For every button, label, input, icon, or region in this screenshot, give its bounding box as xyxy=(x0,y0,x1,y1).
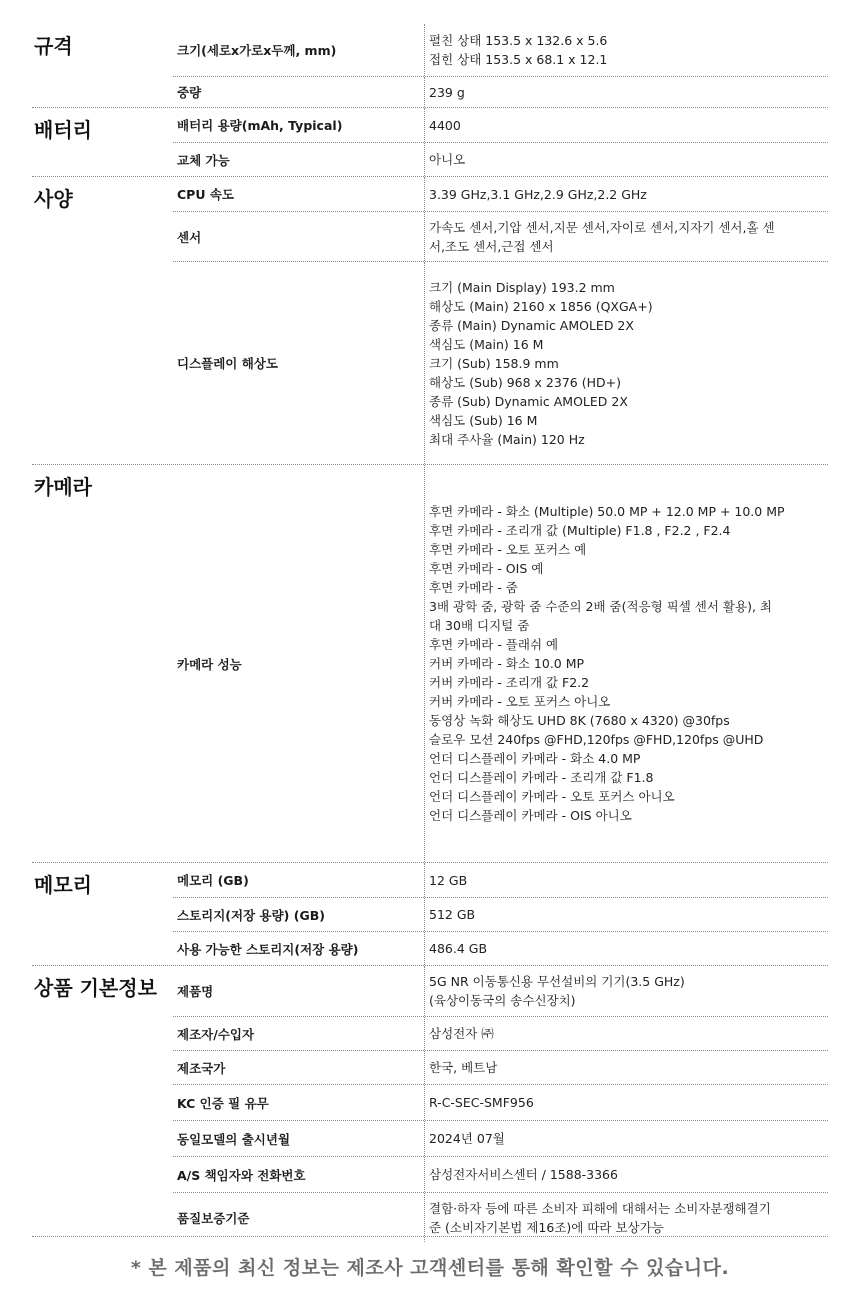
value-line: 준 (소비자기본법 제16조)에 따라 보상가능 xyxy=(429,1219,664,1235)
value-line: 접힌 상태 153.5 x 68.1 x 12.1 xyxy=(429,52,608,67)
section-specs xyxy=(32,24,828,107)
value-line: 3.39 GHz,3.1 GHz,2.9 GHz,2.2 GHz xyxy=(429,186,647,202)
value-line: 크기 (Main Display) 193.2 mm xyxy=(429,279,615,295)
value-line: 5G NR 이동통신용 무선설비의 기기(3.5 GHz) xyxy=(429,974,685,989)
table-row xyxy=(173,863,828,897)
value-line: 커버 카메라 - 조리개 값 F2.2 xyxy=(429,675,590,690)
table-row xyxy=(173,931,828,965)
row-value xyxy=(425,147,828,172)
value-line: 486.4 GB xyxy=(429,941,488,956)
table-bottom-divider xyxy=(32,1236,828,1237)
table-row xyxy=(173,108,828,142)
row-value xyxy=(425,1196,828,1240)
table-row xyxy=(173,211,828,261)
value-line: 언더 디스플레이 카메라 - 화소 4.0 MP xyxy=(429,751,641,766)
value-line: 펼친 상태 153.5 x 132.6 x 5.6 xyxy=(429,33,608,48)
value-line: 커버 카메라 - 화소 10.0 MP xyxy=(429,656,585,671)
value-line: 후면 카메라 - 조리개 값 (Multiple) F1.8 , F2.2 , F2.4 xyxy=(429,523,731,538)
row-label: 크기(세로x가로x두께, mm) xyxy=(173,24,425,76)
section-product-info xyxy=(32,965,828,1242)
row-value xyxy=(425,1162,828,1187)
row-value xyxy=(425,275,828,452)
value-line: (육상이동국의 송수신장치) xyxy=(429,993,576,1008)
row-label: 동일모델의 출시년월 xyxy=(173,1121,425,1156)
value-line: 크기 (Sub) 158.9 mm xyxy=(429,355,559,371)
section-title: 카메라 xyxy=(34,475,92,499)
table-row xyxy=(173,142,828,176)
row-value xyxy=(425,1090,828,1115)
value-line: 239 g xyxy=(429,84,465,100)
row-value xyxy=(425,113,828,138)
value-line: 삼성전자서비스센터 / 1588-3366 xyxy=(429,1167,618,1182)
value-line: 색심도 (Sub) 16 M xyxy=(429,412,538,428)
table-row xyxy=(173,1050,828,1084)
value-line: 동영상 녹화 해상도 UHD 8K (7680 x 4320) @30fps xyxy=(429,713,730,728)
row-value xyxy=(425,215,828,259)
value-line: 2024년 07월 xyxy=(429,1131,505,1146)
row-label: 제조자/수입자 xyxy=(173,1017,425,1050)
value-line: 12 GB xyxy=(429,872,468,888)
section-hardware xyxy=(32,176,828,464)
value-line: 후면 카메라 - OIS 예 xyxy=(429,561,544,576)
table-row xyxy=(173,1120,828,1156)
value-line: 종류 (Main) Dynamic AMOLED 2X xyxy=(429,317,634,333)
row-label: 센서 xyxy=(173,212,425,261)
table-row xyxy=(173,897,828,931)
row-value xyxy=(425,936,828,961)
row-value xyxy=(425,499,828,828)
row-label: 교체 가능 xyxy=(173,143,425,176)
footer-note: * 본 제품의 최신 정보는 제조사 고객센터를 통해 확인할 수 있습니다. xyxy=(130,1257,730,1279)
section-title: 메모리 xyxy=(34,873,92,897)
table-row xyxy=(173,1156,828,1192)
section-camera xyxy=(32,464,828,862)
table-row xyxy=(173,177,828,211)
row-label: 사용 가능한 스토리지(저장 용량) xyxy=(173,932,425,965)
value-line: 후면 카메라 - 화소 (Multiple) 50.0 MP + 12.0 MP + 10.0 MP xyxy=(429,504,785,519)
value-line: 해상도 (Main) 2160 x 1856 (QXGA+) xyxy=(429,298,653,314)
row-value xyxy=(425,28,828,72)
value-line: 후면 카메라 - 줌 xyxy=(429,580,518,595)
section-title: 규격 xyxy=(34,34,73,58)
row-label: 품질보증기준 xyxy=(173,1193,425,1242)
value-line: 가속도 센서,기압 센서,지문 센서,자이로 센서,지자기 센서,홀 센 xyxy=(429,219,775,235)
row-value xyxy=(425,1126,828,1151)
row-value xyxy=(425,80,828,105)
value-line: 서,조도 센서,근접 센서 xyxy=(429,238,554,254)
value-line: 한국, 베트남 xyxy=(429,1060,498,1075)
row-label: 카메라 성능 xyxy=(173,465,425,862)
value-line: 종류 (Sub) Dynamic AMOLED 2X xyxy=(429,393,628,409)
row-label: 메모리 (GB) xyxy=(173,863,425,897)
row-value xyxy=(425,1021,828,1046)
value-line: 아니오 xyxy=(429,152,466,167)
row-value xyxy=(425,969,828,1013)
section-title: 상품 기본정보 xyxy=(34,976,157,1000)
table-row xyxy=(173,24,828,76)
row-label: CPU 속도 xyxy=(173,177,425,211)
table-row xyxy=(173,1192,828,1242)
value-line: 해상도 (Sub) 968 x 2376 (HD+) xyxy=(429,374,621,390)
table-row xyxy=(173,465,828,862)
row-label: 배터리 용량(mAh, Typical) xyxy=(173,108,425,142)
value-line: 색심도 (Main) 16 M xyxy=(429,336,544,352)
spec-table xyxy=(32,24,828,1242)
value-line: 언더 디스플레이 카메라 - 조리개 값 F1.8 xyxy=(429,770,654,785)
row-value xyxy=(425,182,828,207)
row-label: KC 인증 필 유무 xyxy=(173,1085,425,1120)
row-label: A/S 책임자와 전화번호 xyxy=(173,1157,425,1192)
section-title: 사양 xyxy=(34,187,73,211)
value-line: 언더 디스플레이 카메라 - OIS 아니오 xyxy=(429,808,632,823)
value-line: 3배 광학 줌, 광학 줌 수준의 2배 줌(적응형 픽셀 센서 활용), 최 xyxy=(429,599,772,614)
row-value xyxy=(425,868,828,893)
table-row xyxy=(173,966,828,1016)
table-row xyxy=(173,261,828,464)
row-value xyxy=(425,902,828,927)
value-line: 512 GB xyxy=(429,907,476,922)
section-memory xyxy=(32,862,828,965)
value-line: 결함·하자 등에 따른 소비자 피해에 대해서는 소비자분쟁해결기 xyxy=(429,1200,771,1216)
value-line: 4400 xyxy=(429,117,461,133)
value-line: 커버 카메라 - 오토 포커스 아니오 xyxy=(429,694,611,709)
value-line: R-C-SEC-SMF956 xyxy=(429,1095,534,1110)
value-line: 슬로우 모션 240fps @FHD,120fps @FHD,120fps @UHD xyxy=(429,732,764,747)
row-label: 제조국가 xyxy=(173,1051,425,1084)
row-value xyxy=(425,1055,828,1080)
value-line: 후면 카메라 - 플래쉬 예 xyxy=(429,637,559,652)
value-line: 삼성전자 ㈜ xyxy=(429,1026,494,1041)
section-battery xyxy=(32,107,828,176)
value-line: 후면 카메라 - 오토 포커스 예 xyxy=(429,542,587,557)
row-label: 중량 xyxy=(173,77,425,107)
table-row xyxy=(173,1084,828,1120)
value-line: 최대 주사율 (Main) 120 Hz xyxy=(429,431,585,447)
row-label: 제품명 xyxy=(173,966,425,1016)
value-line: 대 30배 디지털 줌 xyxy=(429,618,530,633)
table-row xyxy=(173,76,828,107)
table-row xyxy=(173,1016,828,1050)
value-line: 언더 디스플레이 카메라 - 오토 포커스 아니오 xyxy=(429,789,675,804)
row-label: 스토리지(저장 용량) (GB) xyxy=(173,898,425,931)
row-label: 디스플레이 해상도 xyxy=(173,262,425,464)
section-title: 배터리 xyxy=(34,118,92,142)
